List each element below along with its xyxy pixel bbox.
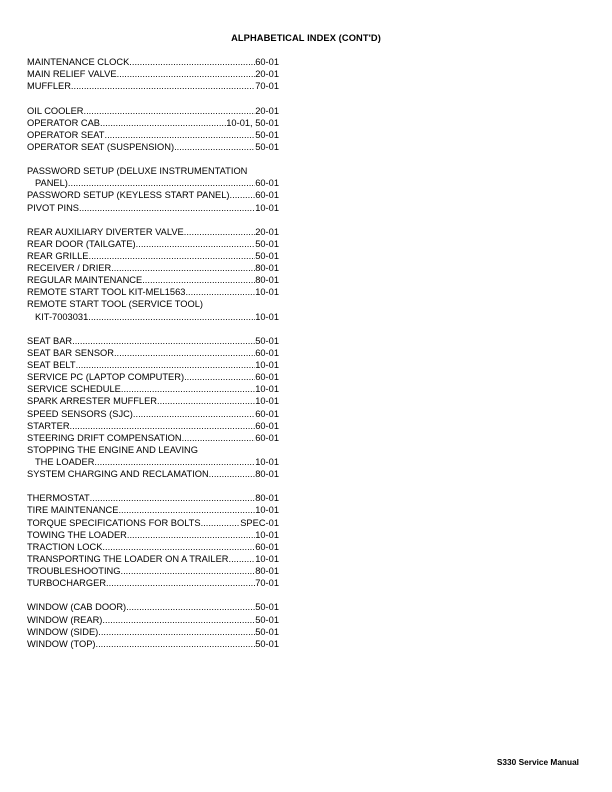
index-term: REAR GRILLE (27, 251, 89, 262)
index-page-ref: 60-01 (255, 432, 279, 443)
index-page-ref: 10-01 (255, 553, 279, 564)
group-spacer (27, 480, 279, 492)
index-term: STOPPING THE ENGINE AND LEAVING (27, 444, 199, 455)
index-page-ref: 10-01, 50-01 (226, 117, 279, 128)
dot-leader (71, 80, 255, 92)
index-entry (27, 141, 279, 153)
index-entry (27, 80, 279, 92)
index-entry (27, 529, 279, 541)
index-page-ref: 20-01 (255, 226, 279, 237)
index-entry (27, 250, 279, 262)
index-entry (27, 238, 279, 250)
dot-leader (72, 335, 255, 347)
dot-leader (105, 129, 256, 141)
index-page-ref: 70-01 (255, 81, 279, 92)
index-term: REMOTE START TOOL (SERVICE TOOL) (27, 299, 203, 310)
index-page-ref: 60-01 (255, 57, 279, 67)
index-page-ref: 60-01 (255, 408, 279, 419)
dot-leader (98, 626, 255, 638)
index-group (27, 226, 279, 323)
dot-leader (157, 395, 255, 407)
index-page-ref: 80-01 (255, 263, 279, 274)
index-term: TIRE MAINTENANCE (27, 505, 119, 516)
dot-leader (127, 529, 255, 541)
index-entry (27, 432, 279, 444)
index-page-ref: 80-01 (255, 493, 279, 504)
index-entry (27, 541, 279, 553)
index-entry (27, 504, 279, 516)
index-page-ref: 20-01 (255, 69, 279, 80)
index-entry (27, 226, 279, 238)
dot-leader (100, 117, 226, 129)
dot-leader (133, 408, 255, 420)
index-page-ref: 60-01 (255, 420, 279, 431)
dot-leader (70, 420, 256, 432)
index-term: WINDOW (CAB DOOR) (27, 602, 127, 613)
index-entry (27, 298, 279, 322)
index-entry (27, 383, 279, 395)
index-page-ref: 10-01 (255, 360, 279, 371)
dot-leader (121, 383, 255, 395)
index-entry (27, 286, 279, 298)
index-page-ref: SPEC-01 (240, 517, 279, 528)
index-term: MAIN RELIEF VALVE (27, 69, 117, 80)
index-entry (27, 468, 279, 480)
index-term: RECEIVER / DRIER (27, 263, 112, 274)
index-term: STARTER (27, 420, 70, 431)
index-term: TOWING THE LOADER (27, 529, 127, 540)
index-entry (27, 129, 279, 141)
index-term: SEAT BAR SENSOR (27, 348, 114, 359)
index-entry (27, 395, 279, 407)
index-page-ref: 80-01 (255, 565, 279, 576)
index-entry (27, 553, 279, 565)
index-term-continued: THE LOADER (35, 456, 95, 467)
index-term: SEAT BELT (27, 360, 76, 371)
dot-leader (209, 468, 256, 480)
dot-leader (90, 492, 256, 504)
index-term: THERMOSTAT (27, 493, 90, 504)
index-group (27, 492, 279, 589)
dot-leader (84, 105, 256, 117)
index-page-ref: 50-01 (255, 638, 279, 649)
index-page-ref: 50-01 (255, 602, 279, 613)
index-entry (27, 202, 279, 214)
index-entry (27, 444, 279, 468)
index-entry (27, 517, 279, 529)
index-term: REGULAR MAINTENANCE (27, 275, 143, 286)
index-page-ref: 80-01 (255, 275, 279, 286)
index-entry (27, 408, 279, 420)
index-page-ref: 10-01 (255, 396, 279, 407)
index-entry (27, 335, 279, 347)
dot-leader (228, 553, 255, 565)
dot-leader (111, 262, 255, 274)
dot-leader (94, 456, 255, 468)
dot-leader (114, 347, 255, 359)
index-entry (27, 601, 279, 613)
index-term: WINDOW (REAR) (27, 614, 103, 625)
index-page-ref: 10-01 (255, 505, 279, 516)
index-entry (27, 614, 279, 626)
dot-leader (88, 311, 255, 323)
index-page-ref: 50-01 (255, 626, 279, 637)
dot-leader (230, 189, 256, 201)
index-group (27, 105, 279, 153)
index-entry (27, 68, 279, 80)
index-page-ref: 50-01 (255, 129, 279, 140)
index-term-continued: KIT-7003031 (35, 311, 89, 322)
dot-leader (184, 226, 255, 238)
index-term: TURBOCHARGER (27, 578, 107, 589)
index-term: MUFFLER (27, 81, 71, 92)
group-spacer (27, 589, 279, 601)
index-page-ref: 60-01 (255, 348, 279, 359)
index-entry (27, 347, 279, 359)
index-term: STEERING DRIFT COMPENSATION (27, 432, 182, 443)
index-term: PASSWORD SETUP (KEYLESS START PANEL) (27, 190, 230, 201)
index-term: OIL COOLER (27, 105, 84, 116)
index-page-ref: 50-01 (255, 335, 279, 346)
group-spacer (27, 323, 279, 335)
index-term: OPERATOR SEAT (SUSPENSION) (27, 141, 175, 152)
dot-leader (201, 517, 241, 529)
index-group (27, 56, 279, 92)
index-page-ref: 10-01 (255, 384, 279, 395)
index-entry (27, 565, 279, 577)
index-term: REAR AUXILIARY DIVERTER VALVE (27, 226, 184, 237)
dot-leader (106, 577, 255, 589)
dot-leader (68, 177, 255, 189)
index-term: TRANSPORTING THE LOADER ON A TRAILER (27, 553, 229, 564)
dot-leader (142, 274, 255, 286)
dot-leader (185, 286, 255, 298)
index-list (27, 56, 279, 650)
index-term: MAINTENANCE CLOCK (27, 57, 130, 67)
dot-leader (96, 638, 256, 650)
index-entry (27, 56, 279, 68)
index-term-continued: PANEL) (35, 178, 68, 189)
dot-leader (102, 541, 255, 553)
dot-leader (121, 565, 256, 577)
index-page-ref: 10-01 (255, 529, 279, 540)
index-term: SYSTEM CHARGING AND RECLAMATION (27, 469, 209, 479)
index-term: SPARK ARRESTER MUFFLER (27, 396, 158, 407)
index-term: REAR DOOR (TAILGATE) (27, 239, 136, 250)
index-page-ref: 10-01 (255, 287, 279, 298)
dot-leader (118, 504, 255, 516)
index-term: SERVICE PC (LAPTOP COMPUTER) (27, 372, 185, 383)
index-term: REMOTE START TOOL KIT-MEL1563 (27, 287, 186, 298)
dot-leader (174, 141, 255, 153)
dot-leader (129, 56, 255, 68)
dot-leader (184, 371, 255, 383)
index-group (27, 165, 279, 213)
index-term: OPERATOR CAB (27, 117, 101, 128)
index-page-ref: 50-01 (255, 251, 279, 262)
index-page-ref: 50-01 (255, 239, 279, 250)
index-entry (27, 189, 279, 201)
dot-leader (182, 432, 256, 444)
index-group (27, 335, 279, 480)
index-page-ref: 10-01 (255, 202, 279, 213)
dot-leader (102, 614, 255, 626)
index-entry (27, 626, 279, 638)
group-spacer (27, 92, 279, 104)
dot-leader (126, 601, 255, 613)
index-term: OPERATOR SEAT (27, 129, 105, 140)
index-page-ref: 50-01 (255, 141, 279, 152)
index-page-ref: 60-01 (255, 190, 279, 201)
index-term: SEAT BAR (27, 335, 73, 346)
index-page-ref: 10-01 (255, 311, 279, 322)
index-entry (27, 492, 279, 504)
index-term: PASSWORD SETUP (DELUXE INSTRUMENTATION (27, 166, 248, 177)
index-term: WINDOW (TOP) (27, 638, 96, 649)
index-page-ref: 20-01 (255, 105, 279, 116)
index-entry (27, 638, 279, 650)
dot-leader (117, 68, 256, 80)
index-page-ref: 60-01 (255, 541, 279, 552)
index-page-ref: 10-01 (255, 456, 279, 467)
index-term: TROUBLESHOOTING (27, 565, 121, 576)
index-entry (27, 262, 279, 274)
index-term: PIVOT PINS (27, 202, 80, 213)
dot-leader (88, 250, 255, 262)
index-entry (27, 274, 279, 286)
index-page-ref: 60-01 (255, 372, 279, 383)
index-term: WINDOW (SIDE) (27, 626, 99, 637)
index-entry (27, 420, 279, 432)
index-entry (27, 577, 279, 589)
index-page-ref: 80-01 (255, 469, 279, 479)
index-entry (27, 105, 279, 117)
index-term: SERVICE SCHEDULE (27, 384, 121, 395)
index-entry (27, 371, 279, 383)
page-title: ALPHABETICAL INDEX (CONT'D) (231, 33, 381, 43)
index-entry (27, 165, 279, 189)
dot-leader (79, 202, 255, 214)
index-term: SPEED SENSORS (SJC) (27, 408, 133, 419)
index-entry (27, 359, 279, 371)
index-term: TRACTION LOCK (27, 541, 103, 552)
index-page-ref: 60-01 (255, 178, 279, 189)
group-spacer (27, 153, 279, 165)
index-entry (27, 117, 279, 129)
dot-leader (76, 359, 256, 371)
group-spacer (27, 214, 279, 226)
index-page-ref: 70-01 (255, 578, 279, 589)
dot-leader (136, 238, 256, 250)
index-page-ref: 50-01 (255, 614, 279, 625)
footer-manual-title: S330 Service Manual (496, 757, 579, 767)
index-group (27, 601, 279, 649)
index-term: TORQUE SPECIFICATIONS FOR BOLTS (27, 517, 201, 528)
